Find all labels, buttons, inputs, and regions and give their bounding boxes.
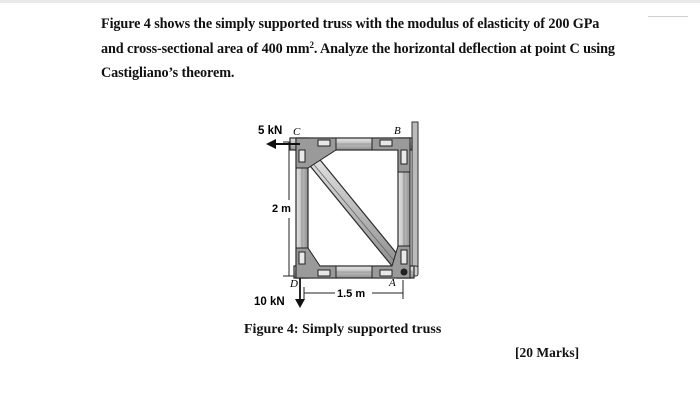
marks-label: [20 Marks] bbox=[515, 345, 580, 360]
member-diagonal bbox=[302, 150, 402, 266]
node-label-c: C bbox=[293, 126, 301, 138]
load-label-5kn: 5 kN bbox=[258, 125, 283, 137]
problem-line-1: Figure 4 shows the simply supported truss with the modulus of elasticity of 200 GPa bbox=[101, 16, 600, 32]
area-unit-superscript: 2 bbox=[309, 39, 314, 50]
load-label-10kn: 10 kN bbox=[254, 296, 285, 308]
gusset-b bbox=[372, 138, 410, 172]
node-label-a: A bbox=[389, 277, 396, 289]
node-label-d: D bbox=[290, 278, 298, 290]
problem-line-2-prefix: and cross-sectional area of 400 mm bbox=[101, 40, 310, 57]
width-dimension-label: 1.5 m bbox=[337, 288, 366, 300]
figure-caption: Figure 4: Simply supported truss bbox=[244, 322, 442, 337]
height-dimension-label: 2 m bbox=[272, 203, 291, 215]
problem-line-3: Castigliano’s theorem. bbox=[101, 65, 235, 81]
problem-line-2-suffix: . Analyze the horizontal deflection at point C using bbox=[313, 40, 615, 57]
node-label-b: B bbox=[394, 125, 401, 137]
gusset-d bbox=[296, 248, 336, 278]
